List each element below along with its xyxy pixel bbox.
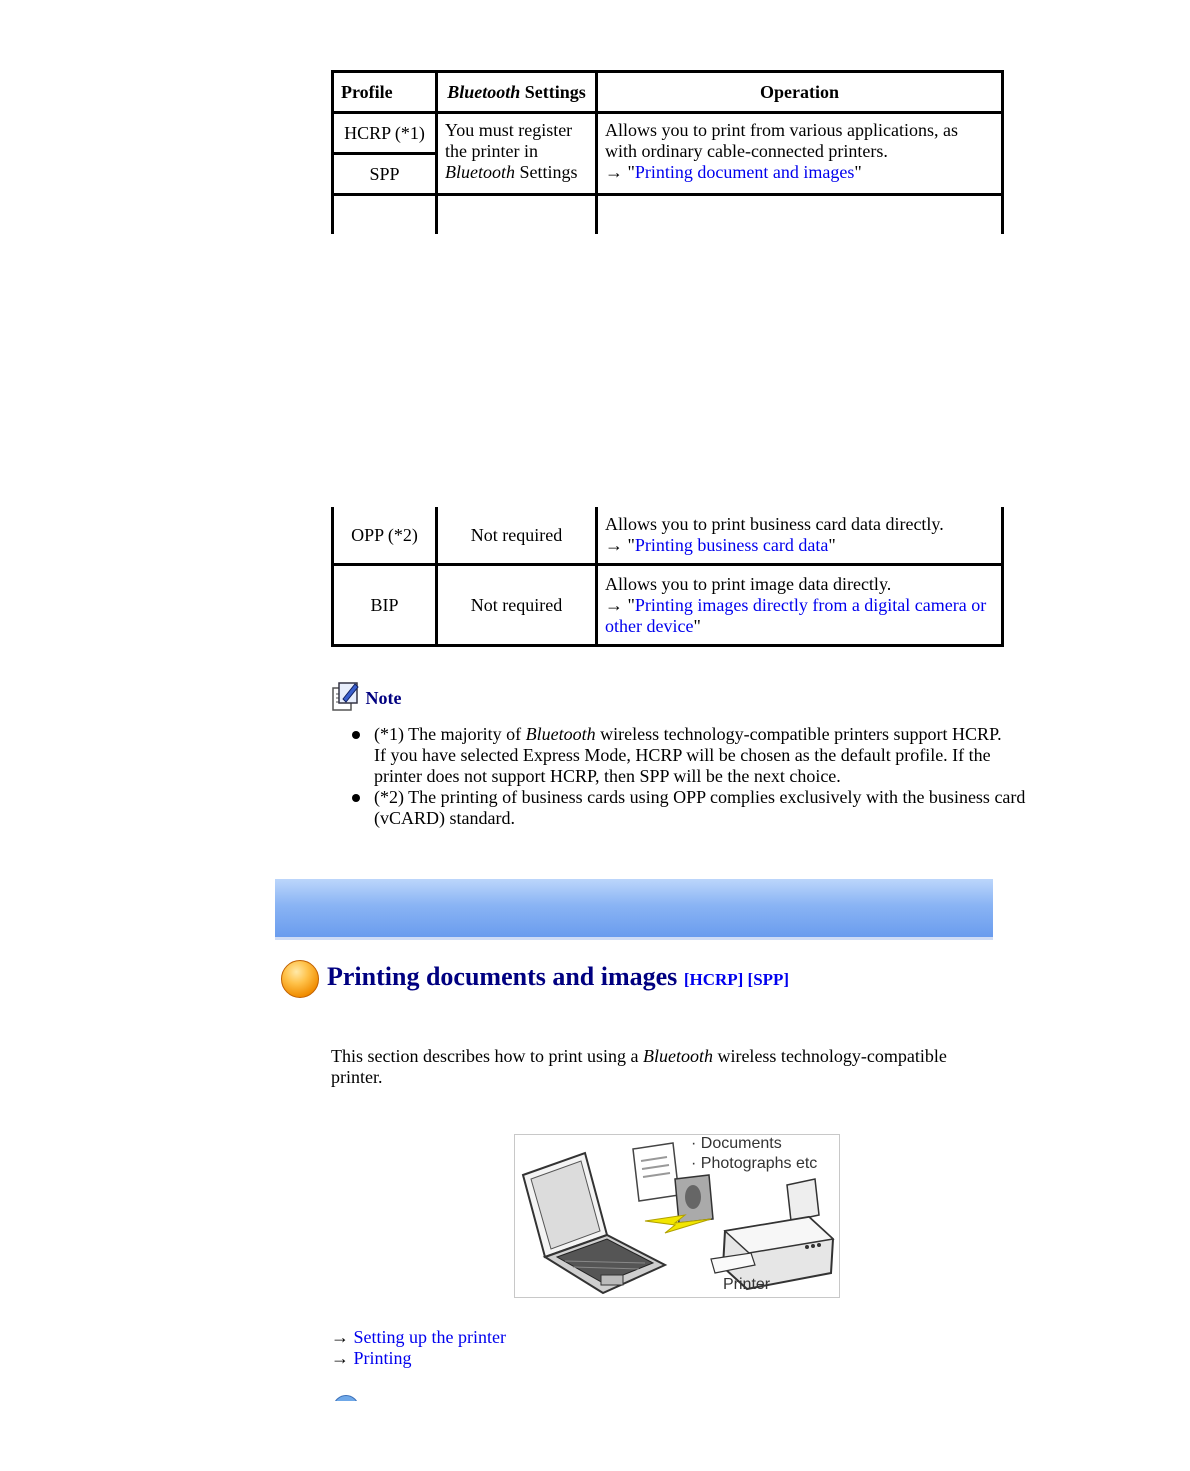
section-heading — [281, 960, 789, 998]
operation-text-bip: Allows you to print image data directly. — [605, 573, 892, 594]
header-bt-rest: Settings — [520, 81, 586, 102]
quote-opp: " — [828, 535, 836, 555]
link-row-printing — [331, 1348, 506, 1369]
arrow-opp: → " — [605, 535, 635, 555]
cell-settings-bip: Not required — [437, 565, 597, 646]
profile-table-bottom — [331, 507, 1004, 647]
link-printing-document-images[interactable]: Printing document and images — [634, 162, 855, 182]
header-profile: Profile — [333, 72, 437, 113]
cell-operation-opp — [597, 507, 1003, 565]
settings-text-2: Settings — [515, 162, 578, 182]
globe-icon — [333, 1395, 359, 1401]
note-header — [331, 680, 1031, 717]
cell-profile-opp: OPP (*2) — [333, 507, 437, 565]
arrow-setup: → — [331, 1327, 354, 1347]
link-printing-business-card[interactable]: Printing business card data — [634, 535, 829, 555]
note-item-1 — [350, 724, 1030, 787]
link-setting-up-printer[interactable]: Setting up the printer — [353, 1327, 506, 1347]
link-printing-images-directly[interactable]: Printing images directly from a digital camera or other device — [605, 594, 987, 636]
quote-bip: " — [693, 615, 701, 636]
figure-label-printer: Printer — [723, 1276, 771, 1293]
section-intro — [331, 1046, 991, 1088]
arrow-hcrp: → " — [605, 162, 635, 182]
orange-orb-icon — [281, 960, 319, 998]
cell-settings-opp: Not required — [437, 507, 597, 565]
cell-operation-hcrp — [597, 113, 1003, 195]
settings-bt-italic: Bluetooth — [445, 162, 515, 182]
cell-empty-2 — [437, 195, 597, 235]
cell-profile-spp: SPP — [333, 154, 437, 195]
cell-settings-register — [437, 113, 597, 195]
note-item1-italic: Bluetooth — [525, 724, 596, 744]
note-item1-c: If you have selected Express Mode, HCRP will be chosen as the default profile. If the printer does not support HCRP, then SPP will be the next choice. — [374, 745, 991, 786]
cell-empty-1 — [333, 195, 437, 235]
cell-empty-3 — [597, 195, 1003, 235]
note-title: Note — [365, 688, 402, 708]
arrow-bip: → " — [605, 594, 635, 615]
note-icon — [331, 680, 361, 717]
intro-italic: Bluetooth — [642, 1046, 713, 1066]
note-item1-b: wireless technology-compatible printers support HCRP. — [595, 724, 1002, 744]
link-row-setup — [331, 1327, 506, 1348]
cell-profile-hcrp: HCRP (*1) — [333, 113, 437, 154]
operation-text-hcrp: Allows you to print from various applications, as with ordinary cable-connected printers. — [605, 120, 958, 161]
profile-table-top — [331, 70, 1004, 234]
header-bt-italic: Bluetooth — [447, 81, 521, 102]
operation-text-opp: Allows you to print business card data directly. — [605, 514, 944, 534]
clipped-icon — [331, 1395, 359, 1401]
section-tags: [HCRP] [SPP] — [683, 969, 790, 989]
arrow-printing: → — [331, 1348, 354, 1368]
header-operation: Operation — [597, 72, 1003, 113]
header-bluetooth-settings — [437, 72, 597, 113]
section-title: Printing documents and images — [327, 961, 678, 991]
figure-label-documents: · Documents — [691, 1135, 782, 1152]
cell-operation-bip — [597, 565, 1003, 646]
intro-b: wireless technology-compatible printer. — [331, 1046, 947, 1087]
note-item1-a: (*1) The majority of — [374, 724, 526, 744]
note-item-2: (*2) The printing of business cards using OPP complies exclusively with the business card (vCARD) standard. — [350, 787, 1030, 829]
section-links — [331, 1327, 506, 1369]
note-list — [350, 724, 1030, 829]
section-banner — [275, 879, 993, 940]
link-printing[interactable]: Printing — [353, 1348, 412, 1368]
figure-label-photos: · Photographs etc — [691, 1155, 818, 1172]
printing-illustration — [514, 1134, 840, 1298]
settings-text-1: You must register the printer in — [445, 120, 573, 161]
quote-hcrp: " — [854, 162, 862, 182]
cell-profile-bip: BIP — [333, 565, 437, 646]
intro-a: This section describes how to print using a — [331, 1046, 643, 1066]
